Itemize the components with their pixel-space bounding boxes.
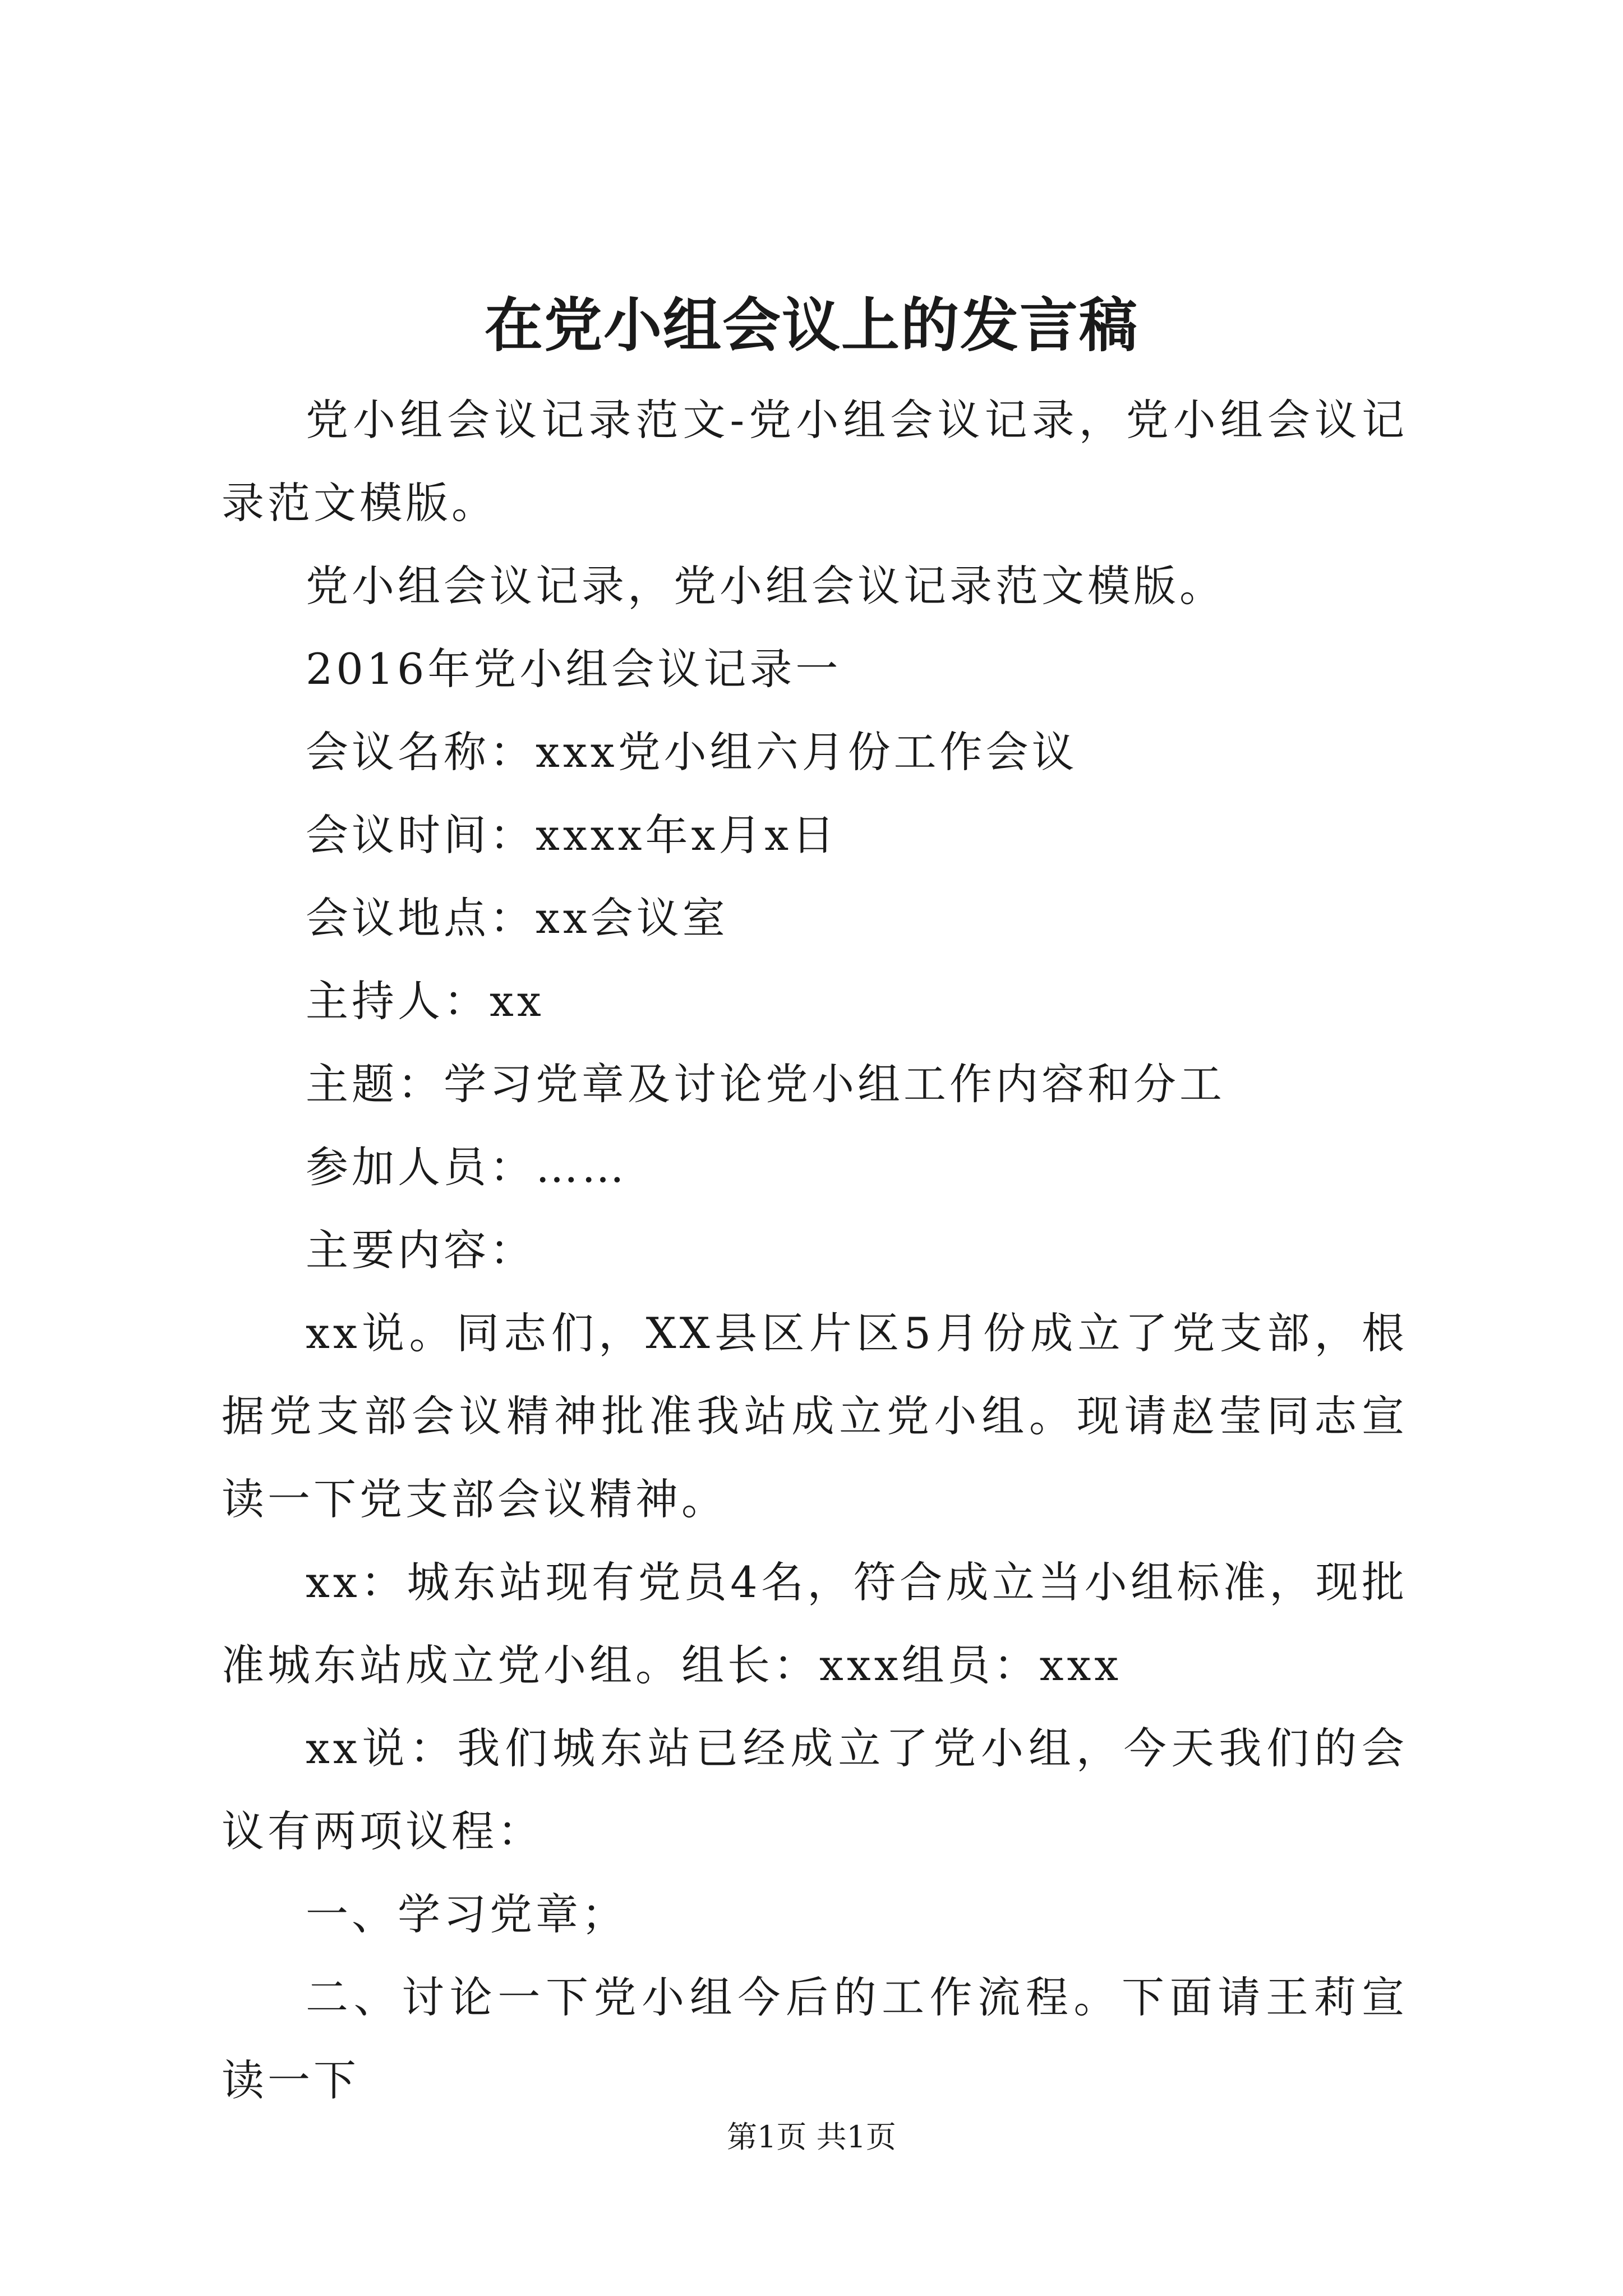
paragraph: 党小组会议记录范文-党小组会议记录，党小组会议记录范文模版。 (222, 395, 1408, 528)
paragraph: 会议地点：xx会议室 (306, 893, 728, 943)
paragraph: xx：城东站现有党员4名，符合成立当小组标准，现批准城东站成立党小组。组长：xxx组员：xxx (222, 1557, 1408, 1690)
paragraph: 主持人：xx (306, 976, 545, 1026)
paragraph: 2016年党小组会议记录一 (306, 644, 842, 694)
paragraph: 会议时间：xxxx年x月x日 (306, 810, 838, 860)
document-title: 在党小组会议上的发言稿 (484, 291, 1138, 360)
paragraph: 会议名称：xxx党小组六月份工作会议 (306, 727, 1078, 777)
paragraph: 一、学习党章； (306, 1889, 628, 1939)
paragraph: 党小组会议记录，党小组会议记录范文模版。 (306, 561, 1225, 611)
paragraph: 二、讨论一下党小组今后的工作流程。下面请王莉宣读一下 (222, 1972, 1408, 2105)
paragraph: 主要内容： (306, 1225, 536, 1275)
paragraph: 参加人员：…… (306, 1142, 628, 1192)
paragraph: xx说：我们城东站已经成立了党小组，今天我们的会议有两项议程： (222, 1723, 1408, 1856)
paragraph: xx说。同志们，XX县区片区5月份成立了党支部，根据党支部会议精神批准我站成立党小组。现请赵莹同志宣读一下党支部会议精神。 (222, 1308, 1408, 1524)
page-footer: 第1页 共1页 (727, 2119, 896, 2155)
document-body (222, 379, 1408, 2122)
paragraph: 主题：学习党章及讨论党小组工作内容和分工 (306, 1059, 1225, 1109)
